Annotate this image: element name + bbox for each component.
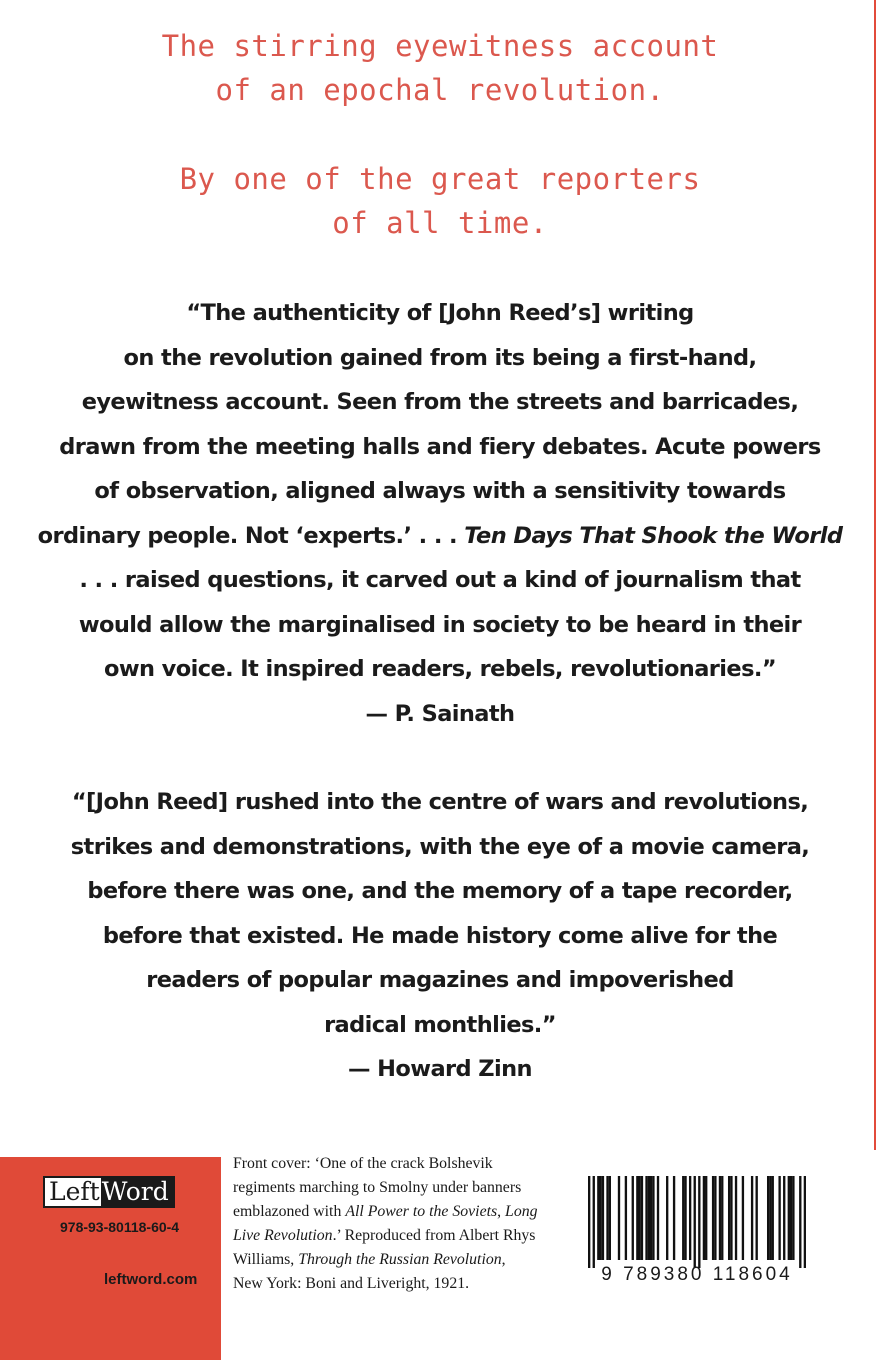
barcode-bar [648, 1176, 650, 1260]
barcode-bar [728, 1176, 730, 1260]
quote-attribution: — Howard Zinn [348, 1056, 532, 1082]
tagline-line: of all time. [332, 206, 548, 240]
tagline-line: By one of the great reporters [179, 162, 701, 196]
credit-line: New York: Boni and Liveright, 1921. [233, 1275, 470, 1292]
barcode-bar [657, 1176, 659, 1260]
barcode-bar [650, 1176, 652, 1260]
barcode-bar [632, 1176, 634, 1260]
barcode-digits: 9 789380 118604 [601, 1264, 793, 1285]
barcode-bar [804, 1176, 806, 1268]
credit-line: Front cover: ‘One of the crack Bolshevik [233, 1155, 493, 1172]
quote-line: radical monthlies.” [324, 1011, 556, 1038]
quote-line: “[John Reed] rushed into the centre of wars and revolutions, [71, 789, 809, 815]
credit-text: .’ Reproduced from Albert Rhys [332, 1227, 536, 1244]
barcode-bar [689, 1176, 691, 1260]
barcode-bar [673, 1176, 675, 1260]
barcode-bar [698, 1176, 700, 1268]
barcode-bar [703, 1176, 705, 1260]
credit-line: regiments marching to Smolny under banners [233, 1179, 522, 1196]
tagline-eyewitness [0, 24, 880, 112]
barcode-bar [719, 1176, 721, 1260]
quote-zinn [0, 780, 880, 1092]
barcode-bar [751, 1176, 753, 1260]
tagline-line: of an epochal revolution. [215, 73, 665, 107]
barcode-bar [694, 1176, 696, 1268]
banner-slogan: Live Revolution [233, 1227, 333, 1244]
barcode [578, 1172, 816, 1290]
barcode-bar [792, 1176, 794, 1260]
credit-line [233, 1200, 573, 1224]
quote-sainath [0, 291, 880, 736]
barcode-bar [609, 1176, 611, 1260]
credit-line [233, 1224, 573, 1248]
barcode-bar [618, 1176, 620, 1260]
barcode-bar [602, 1176, 604, 1260]
quote-line: strikes and demonstrations, with the eye of a movie camera, [70, 833, 810, 860]
isbn-number: 978-93-80118-60-4 [60, 1219, 180, 1235]
barcode-bar [636, 1176, 638, 1260]
quote-line: of observation, aligned always with a sensitivity towards [94, 478, 786, 504]
logo-right: Word [101, 1178, 173, 1206]
barcode-bar [597, 1176, 599, 1260]
barcode-bar [769, 1176, 771, 1260]
book-title: Ten Days That Shook the World [464, 522, 843, 549]
barcode-bar [742, 1176, 744, 1260]
barcode-bar [625, 1176, 627, 1260]
barcode-bars [588, 1176, 806, 1268]
barcode-bar [788, 1176, 790, 1260]
quote-line: eyewitness account. Seen from the streets and barricades, [81, 389, 799, 415]
leftword-logo [43, 1176, 175, 1208]
barcode-bar [684, 1176, 686, 1260]
barcode-bar [772, 1176, 774, 1260]
barcode-bar [666, 1176, 668, 1260]
quote-line: “The authenticity of [John Reed’s] writing [186, 300, 694, 326]
quote-line: readers of popular magazines and impoverished [146, 967, 734, 993]
cover-credit [233, 1152, 573, 1296]
quote-line: before that existed. He made history come alive for the [102, 922, 778, 949]
barcode-bar [593, 1176, 595, 1268]
barcode-bar [705, 1176, 707, 1260]
barcode-bar [778, 1176, 780, 1260]
logo-left: Left [49, 1177, 100, 1206]
quote-attribution: — P. Sainath [365, 700, 515, 727]
quote-line: . . . raised questions, it carved out a kind of journalism that [79, 567, 801, 593]
quote-text: ordinary people. Not ‘experts.’ . . . [37, 522, 457, 549]
barcode-bar [799, 1176, 801, 1268]
barcode-bar [756, 1176, 758, 1260]
barcode-bar [606, 1176, 608, 1260]
barcode-bar [652, 1176, 654, 1260]
quote-line: drawn from the meeting halls and fiery debates. Acute powers [59, 433, 821, 460]
quote-line: before there was one, and the memory of a tape recorder, [87, 878, 793, 904]
barcode-bar [599, 1176, 601, 1260]
barcode-bar [767, 1176, 769, 1260]
credit-text: emblazoned with [233, 1203, 342, 1220]
barcode-bar [638, 1176, 640, 1260]
barcode-bar [730, 1176, 732, 1260]
barcode-bar [735, 1176, 737, 1260]
barcode-bar [790, 1176, 792, 1260]
quote-line [0, 514, 880, 559]
barcode-bar [645, 1176, 647, 1260]
tagline-line: The stirring eyewitness account [161, 29, 719, 63]
credit-text: , [497, 1203, 502, 1220]
barcode-bar [641, 1176, 643, 1260]
source-book-title: Through the Russian Revolution [298, 1251, 502, 1268]
barcode-bar [588, 1176, 590, 1268]
barcode-bar [783, 1176, 785, 1260]
publisher-website: leftword.com [104, 1271, 198, 1288]
barcode-bar [721, 1176, 723, 1260]
barcode-bar [712, 1176, 714, 1260]
credit-text: Williams, [233, 1251, 295, 1268]
tagline-reporters [0, 157, 880, 245]
barcode-bar [682, 1176, 684, 1260]
barcode-bar [714, 1176, 716, 1260]
quote-line: would allow the marginalised in society to be heard in their [78, 611, 802, 638]
quote-line: own voice. It inspired readers, rebels, revolutionaries.” [103, 656, 777, 682]
banner-slogan: Long [505, 1203, 538, 1220]
quote-line: on the revolution gained from its being a first-hand, [123, 344, 757, 371]
banner-slogan: All Power to the Soviets [345, 1203, 498, 1220]
credit-text: , [501, 1251, 506, 1268]
credit-line [233, 1248, 573, 1272]
